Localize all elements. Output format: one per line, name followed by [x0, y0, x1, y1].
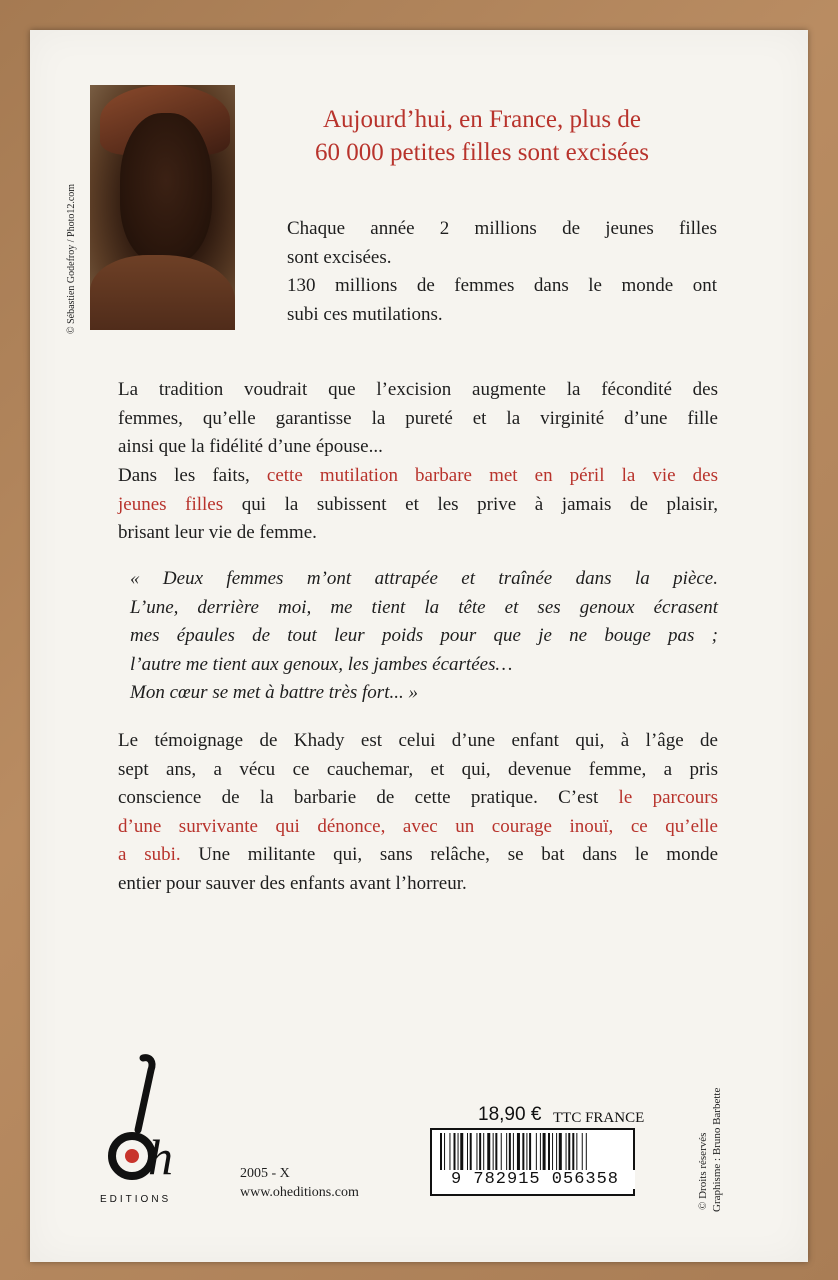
barcode-bar: [467, 1133, 468, 1171]
publisher-website: www.oheditions.com: [240, 1185, 359, 1200]
faits-line-1: [118, 462, 718, 491]
price-amount: 18,90 €: [478, 1104, 542, 1125]
quote-line: mes épaules de tout leur poids pour que je ne bouge pas ;: [130, 625, 718, 646]
quote-line: L’une, derrière moi, me tient la tête et ses genoux écrasent: [130, 596, 718, 618]
tradition-line: La tradition voudrait que l’excision augmente la fécondité des: [118, 379, 718, 400]
barcode-bar: [572, 1133, 574, 1171]
barcode-bar: [568, 1133, 570, 1171]
publisher-info: [240, 1164, 359, 1202]
barcode-bar: [513, 1133, 514, 1171]
quote-line: l’autre me tient aux genoux, les jambes écartées…: [130, 653, 513, 675]
barcode-bar: [487, 1133, 490, 1171]
barcode-bar: [582, 1133, 583, 1171]
quote-paragraph: [130, 565, 718, 708]
logo-red-dot: [125, 1149, 139, 1163]
barcode-bar: [444, 1133, 445, 1171]
temoignage-text: Une militante qui, sans relâche, se bat dans le monde: [180, 844, 719, 865]
barcode-bar: [552, 1133, 553, 1171]
edition-code: 2005 - X: [240, 1166, 290, 1181]
barcode-bar: [506, 1133, 507, 1171]
rights-notice: © Droits réservés: [697, 1132, 709, 1210]
tradition-paragraph: [118, 376, 718, 462]
barcode-bar: [576, 1133, 577, 1171]
faits-highlight: jeunes filles: [118, 493, 224, 515]
barcode-bar: [476, 1133, 477, 1171]
logo-stroke: [138, 1058, 152, 1130]
barcode-bar: [566, 1133, 567, 1171]
barcode-bar: [517, 1133, 520, 1171]
barcode-bar: [548, 1133, 550, 1171]
faits-paragraph: [118, 462, 718, 548]
temoignage-highlight: a subi.: [118, 844, 181, 865]
barcode-bar: [529, 1133, 531, 1171]
stats-line: sont excisées.: [287, 246, 392, 268]
barcode-bar: [501, 1133, 502, 1171]
barcode-bar: [479, 1133, 481, 1171]
photo-face: [120, 113, 212, 263]
faits-line-3: brisant leur vie de femme.: [118, 522, 317, 543]
isbn-number: 9 782915 056358: [435, 1170, 635, 1189]
barcode-bar: [470, 1133, 472, 1171]
barcode-bar: [460, 1133, 463, 1171]
barcode-bar: [586, 1133, 587, 1171]
barcode-bar: [458, 1133, 459, 1171]
barcode-bar: [522, 1133, 524, 1171]
barcode-bar: [536, 1133, 537, 1171]
temoignage-paragraph: [118, 727, 718, 898]
stats-paragraph: [287, 215, 717, 329]
barcode-bar: [540, 1133, 541, 1171]
headline: [262, 103, 702, 169]
quote-line: Mon cœur se met à battre très fort... »: [130, 682, 418, 703]
barcode-bar: [556, 1133, 557, 1171]
faits-text: Dans les faits,: [118, 465, 267, 486]
barcode-bars: [438, 1133, 627, 1171]
faits-text: qui la subissent et les prive à jamais de plaisir,: [223, 493, 718, 515]
temoignage-line: [118, 841, 718, 870]
logo-editions-text: EDITIONS: [100, 1194, 172, 1205]
barcode-bar: [454, 1133, 456, 1171]
temoignage-line: entier pour sauver des enfants avant l’horreur.: [118, 872, 467, 894]
temoignage-text: conscience de la barbarie de cette pratique. C’est: [118, 787, 619, 808]
barcode-bar: [440, 1133, 442, 1171]
stats-line: Chaque année 2 millions de jeunes filles: [287, 218, 717, 239]
headline-line-1: Aujourd’hui, en France, plus de: [323, 106, 641, 133]
faits-line-2: [118, 491, 718, 520]
price-suffix-text: TTC FRANCE: [553, 1110, 645, 1126]
temoignage-highlight: le parcours: [618, 787, 718, 808]
oh-editions-logo: [88, 1052, 188, 1212]
author-photo: [90, 85, 235, 330]
barcode-bar: [559, 1133, 562, 1171]
temoignage-line: sept ans, a vécu ce cauchemar, et qui, devenue femme, a pris: [118, 758, 718, 780]
barcode-bar: [493, 1133, 494, 1171]
price-suffix: [553, 1106, 644, 1128]
faits-highlight: cette mutilation barbare met en péril la vie des: [266, 465, 718, 486]
barcode-bar: [449, 1133, 450, 1171]
photo-credit: © Sébastien Godefroy / Photo12.com: [66, 183, 77, 334]
tradition-line: ainsi que la fidélité d’une épouse...: [118, 436, 383, 457]
barcode-bar: [495, 1133, 497, 1171]
temoignage-line: d’une survivante qui dénonce, avec un courage inouï, ce qu’elle: [118, 815, 718, 837]
temoignage-line: Le témoignage de Khady est celui d’une enfant qui, à l’âge de: [118, 730, 718, 751]
headline-line-2: 60 000 petites filles sont excisées: [315, 139, 649, 166]
stats-line: subi ces mutilations.: [287, 303, 443, 325]
barcode-bar: [526, 1133, 527, 1171]
barcode-bar: [509, 1133, 511, 1171]
barcode-bar: [483, 1133, 484, 1171]
quote-line: « Deux femmes m’ont attrapée et traînée dans la pièce.: [130, 568, 718, 589]
photo-shoulders: [90, 255, 235, 330]
temoignage-line: [118, 784, 718, 813]
stats-line: 130 millions de femmes dans le monde ont: [287, 275, 717, 296]
tradition-line: femmes, qu’elle garantisse la pureté et la virginité d’une fille: [118, 407, 718, 429]
graphic-credit: Graphisme : Bruno Barbette: [711, 1087, 723, 1212]
barcode-bar: [543, 1133, 546, 1171]
logo-h: h: [148, 1129, 173, 1185]
